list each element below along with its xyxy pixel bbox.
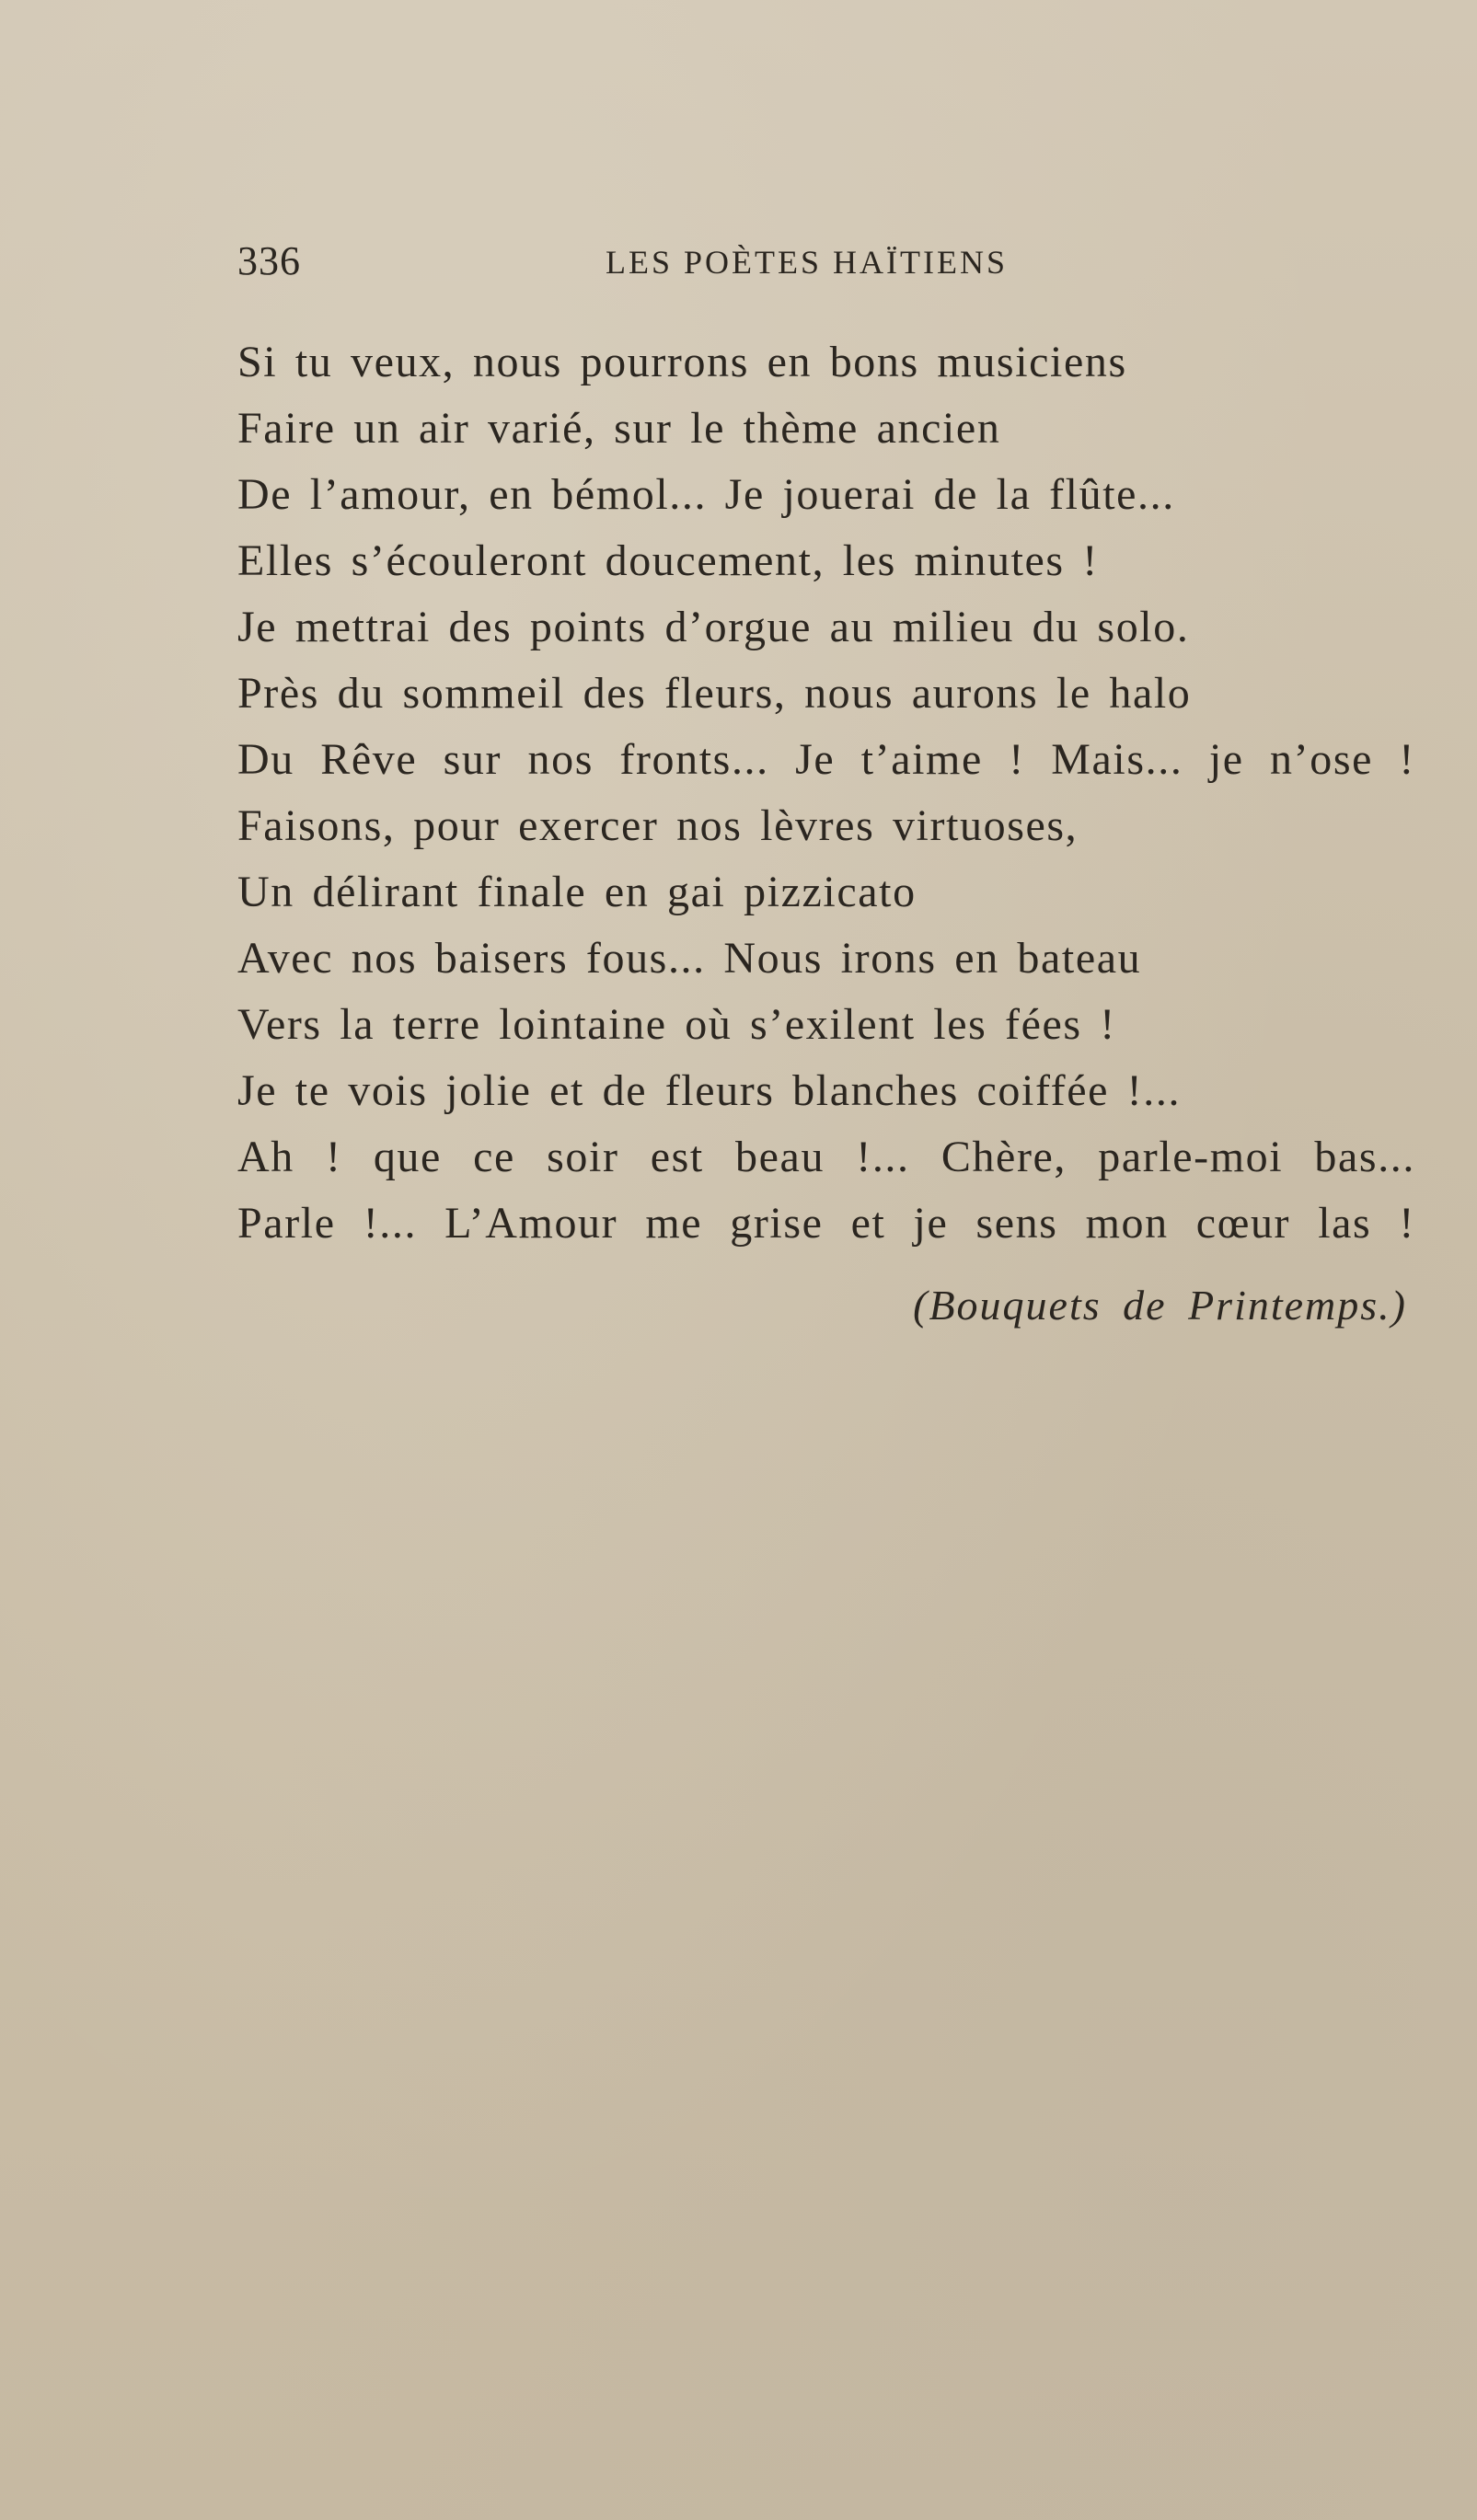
poem-line: Vers la terre lointaine où s’exilent les fées ! <box>237 1000 1116 1049</box>
poem-line: Je te vois jolie et de fleurs blanches coiffée !... <box>237 1066 1182 1115</box>
poem <box>237 329 1415 1257</box>
poem-line: Si tu veux, nous pourrons en bons musiciens <box>237 338 1127 386</box>
page-header <box>237 237 1406 293</box>
poem-line: Un délirant finale en gai pizzicato <box>237 868 917 916</box>
poem-line: Ah ! que ce soir est beau !... Chère, parle-moi bas... <box>237 1133 1415 1181</box>
poem-line: Avec nos baisers fous... Nous irons en bateau <box>237 934 1142 983</box>
poem-line: De l’amour, en bémol... Je jouerai de la flûte... <box>237 470 1175 519</box>
poem-line: Faisons, pour exercer nos lèvres virtuoses, <box>237 801 1079 850</box>
poem-line: Près du sommeil des fleurs, nous aurons le halo <box>237 669 1192 718</box>
running-head: LES POÈTES HAÏTIENS <box>606 244 1008 281</box>
poem-line: Je mettrai des points d’orgue au milieu du solo. <box>237 603 1190 651</box>
page-number: 336 <box>237 238 301 283</box>
poem-line: Parle !... L’Amour me grise et je sens mon cœur las ! <box>237 1199 1415 1248</box>
poem-line: Faire un air varié, sur le thème ancien <box>237 404 1001 453</box>
poem-line: Elles s’écouleront doucement, les minutes ! <box>237 536 1099 585</box>
source-attribution: (Bouquets de Printemps.) <box>913 1282 1407 1329</box>
poem-line: Du Rêve sur nos fronts... Je t’aime ! Mais... je n’ose ! <box>237 735 1415 784</box>
